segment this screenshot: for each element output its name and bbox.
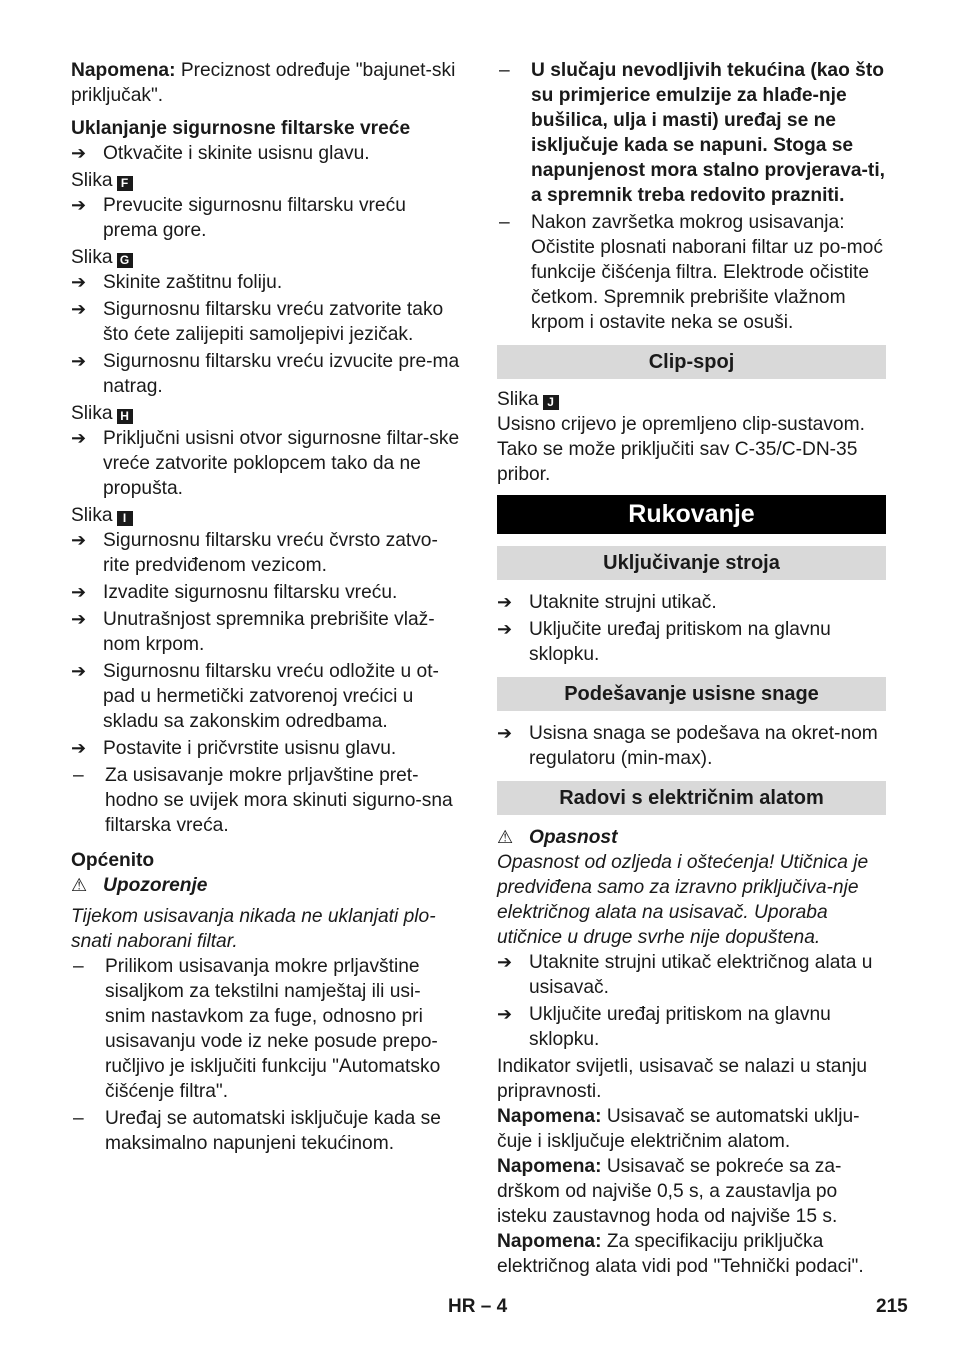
figure-badge: J	[543, 395, 559, 410]
step-text: Unutrašnjost spremnika prebrišite vlaž-nom krpom.	[103, 609, 435, 655]
list-item	[497, 210, 886, 335]
step-text: Skinite zaštitnu foliju.	[103, 272, 283, 293]
arrow-icon: ➔	[71, 351, 87, 371]
page-number: 215	[876, 1296, 908, 1317]
list-item	[71, 954, 461, 1104]
arrow-icon: ➔	[497, 592, 513, 612]
dash-text: Uređaj se automatski isključuje kada se maksimalno napunjeni tekućinom.	[105, 1108, 441, 1154]
arrow-icon: ➔	[71, 299, 87, 319]
list-item	[497, 590, 886, 615]
step-text: Usisna snaga se podešava na okret-nom regulatoru (min-max).	[529, 723, 878, 769]
danger-text: Opasnost od ozljeda i oštećenja! Utičnica je predviđena samo za izravno priključiva-nje električnog alata na usisavač. Uporaba utičnice u druge svrhe nije dopuštena.	[497, 852, 869, 948]
step-text: Uključite uređaj pritiskom na glavnu sklopku.	[529, 1004, 831, 1050]
arrow-icon: ➔	[71, 272, 87, 292]
warning-icon: ⚠	[497, 827, 514, 847]
arrow-icon: ➔	[71, 661, 87, 681]
step-text: Utaknite strujni utikač.	[529, 592, 717, 613]
arrow-icon: ➔	[71, 428, 87, 448]
list-item	[71, 426, 461, 501]
arrow-icon: ➔	[71, 143, 87, 163]
section-title-remove-bag: Uklanjanje sigurnosne filtarske vreće	[71, 118, 411, 139]
note-label: Napomena:	[497, 1106, 602, 1127]
figure-badge: I	[117, 511, 133, 526]
arrow-icon: ➔	[497, 952, 513, 972]
note-paragraph	[497, 1229, 886, 1279]
arrow-icon: ➔	[497, 619, 513, 639]
arrow-icon: ➔	[71, 738, 87, 758]
footer-section: HR – 4	[448, 1296, 508, 1317]
list-item	[71, 659, 461, 734]
step-text: Sigurnosnu filtarsku vreću odložite u ot-pad u hermetički zatvorenoj vrećici u skladu sa zakonskim odredbama.	[103, 661, 439, 732]
list-item	[71, 193, 461, 243]
list-item	[71, 736, 461, 761]
dash-marker: –	[499, 212, 510, 233]
step-text: Priključni usisni otvor sigurnosne filtar-ske vreće zatvorite poklopcem tako da ne propušta.	[103, 428, 460, 499]
dash-text-bold: U slučaju nevodljivih tekućina (kao što su primjerice emulzije za hlađe-nje bušilica, ulja i masti) uređaj se ne isključuje kada se napuni. Stoga se napunjenost mora stalno provjerava-ti, a spremnik treba redovito prazniti.	[531, 60, 885, 206]
dash-text: Nakon završetka mokrog usisavanja: Očistite plosnati naborani filtar uz po-moć funkcije čišćenja filtra. Elektrode očistite četkom. Spremnik prebrišite vlažnom krpom i ostavite neka se osuši.	[531, 212, 883, 333]
list-item	[71, 297, 461, 347]
right-column	[497, 58, 886, 1279]
danger-heading	[497, 825, 886, 850]
arrow-icon: ➔	[71, 609, 87, 629]
list-item	[497, 721, 886, 771]
clip-text: Usisno crijevo je opremljeno clip-sustavom. Tako se može priključiti sav C-35/C-DN-35 pribor.	[497, 414, 865, 485]
list-item	[71, 1106, 461, 1156]
note-text: Preciznost određuje "bajunet-ski priključak".	[71, 60, 456, 106]
note-label: Napomena:	[497, 1156, 602, 1177]
list-item	[497, 58, 886, 208]
list-item	[71, 580, 461, 605]
step-text: Izvadite sigurnosnu filtarsku vreću.	[103, 582, 398, 603]
arrow-icon: ➔	[71, 582, 87, 602]
figure-badge: H	[117, 409, 133, 424]
heading-power-tool: Radovi s električnim alatom	[497, 781, 886, 815]
list-item	[71, 270, 461, 295]
dash-text: Prilikom usisavanja mokre prljavštine sisaljkom za tekstilni namještaj ili usi-snim nastavkom za fuge, odnosno pri usisavanju vode iz neke posude prepo-ručljivo je isključiti funkciju "Automatsko čišćenje filtra".	[105, 956, 441, 1102]
arrow-icon: ➔	[497, 723, 513, 743]
note-text: Usisavač se automatski uklju-čuje i isključuje električnim alatom.	[497, 1106, 860, 1152]
left-column	[71, 58, 461, 1158]
figure-badge: G	[117, 253, 133, 268]
dash-marker: –	[73, 1108, 84, 1129]
figure-ref: Slika I	[71, 503, 461, 528]
warning-heading	[71, 873, 461, 898]
note-text: Usisavač se pokreće sa za-drškom od najviše 0,5 s, a zaustavlja po isteku zaustavnog hoda od najviše 15 s.	[497, 1156, 842, 1227]
note-label: Napomena:	[71, 60, 176, 81]
heading-switch-on: Uključivanje stroja	[497, 546, 886, 580]
list-item	[71, 349, 461, 399]
step-text: Otkvačite i skinite usisnu glavu.	[103, 143, 370, 164]
figure-ref: Slika F	[71, 168, 461, 193]
figure-ref: Slika H	[71, 401, 461, 426]
note-label: Napomena:	[497, 1231, 602, 1252]
section-title-general: Općenito	[71, 850, 155, 871]
heading-suction-power: Podešavanje usisne snage	[497, 677, 886, 711]
arrow-icon: ➔	[497, 1004, 513, 1024]
note-text: Za specifikaciju priključka električnog alata vidi pod "Tehnički podaci".	[497, 1231, 864, 1277]
indicator-text: Indikator svijetli, usisavač se nalazi u stanju pripravnosti.	[497, 1056, 868, 1102]
step-text: Prevucite sigurnosnu filtarsku vreću prema gore.	[103, 195, 406, 241]
danger-label: Opasnost	[529, 827, 618, 848]
list-item	[71, 763, 461, 838]
list-item	[71, 528, 461, 578]
list-item	[497, 950, 886, 1000]
warning-icon: ⚠	[71, 875, 88, 895]
step-text: Utaknite strujni utikač električnog alata u usisavač.	[529, 952, 873, 998]
dash-marker: –	[73, 765, 84, 786]
dash-marker: –	[499, 60, 510, 81]
dash-text: Za usisavanje mokre prljavštine pret-hodno se uvijek mora skinuti sigurno-sna filtarska vreća.	[105, 765, 453, 836]
step-text: Sigurnosnu filtarsku vreću čvrsto zatvo-rite predviđenom vezicom.	[103, 530, 438, 576]
heading-clip-spoj: Clip-spoj	[497, 345, 886, 379]
arrow-icon: ➔	[71, 530, 87, 550]
warning-text: Tijekom usisavanja nikada ne uklanjati plo-snati naborani filtar.	[71, 906, 436, 952]
list-item	[497, 1002, 886, 1052]
step-text: Sigurnosnu filtarsku vreću zatvorite tako što ćete zalijepiti samoljepivi jezičak.	[103, 299, 444, 345]
note-paragraph	[497, 1104, 886, 1154]
figure-ref: Slika J	[497, 387, 886, 412]
list-item	[497, 617, 886, 667]
step-text: Uključite uređaj pritiskom na glavnu sklopku.	[529, 619, 831, 665]
section-title-rukovanje: Rukovanje	[497, 495, 886, 534]
step-text: Postavite i pričvrstite usisnu glavu.	[103, 738, 397, 759]
list-item	[71, 607, 461, 657]
warning-label: Upozorenje	[103, 875, 208, 896]
figure-badge: F	[117, 176, 133, 191]
figure-ref: Slika G	[71, 245, 461, 270]
step-text: Sigurnosnu filtarsku vreću izvucite pre-ma natrag.	[103, 351, 460, 397]
arrow-icon: ➔	[71, 195, 87, 215]
dash-marker: –	[73, 956, 84, 977]
list-item	[71, 141, 461, 166]
note-paragraph	[71, 58, 461, 108]
note-paragraph	[497, 1154, 886, 1229]
